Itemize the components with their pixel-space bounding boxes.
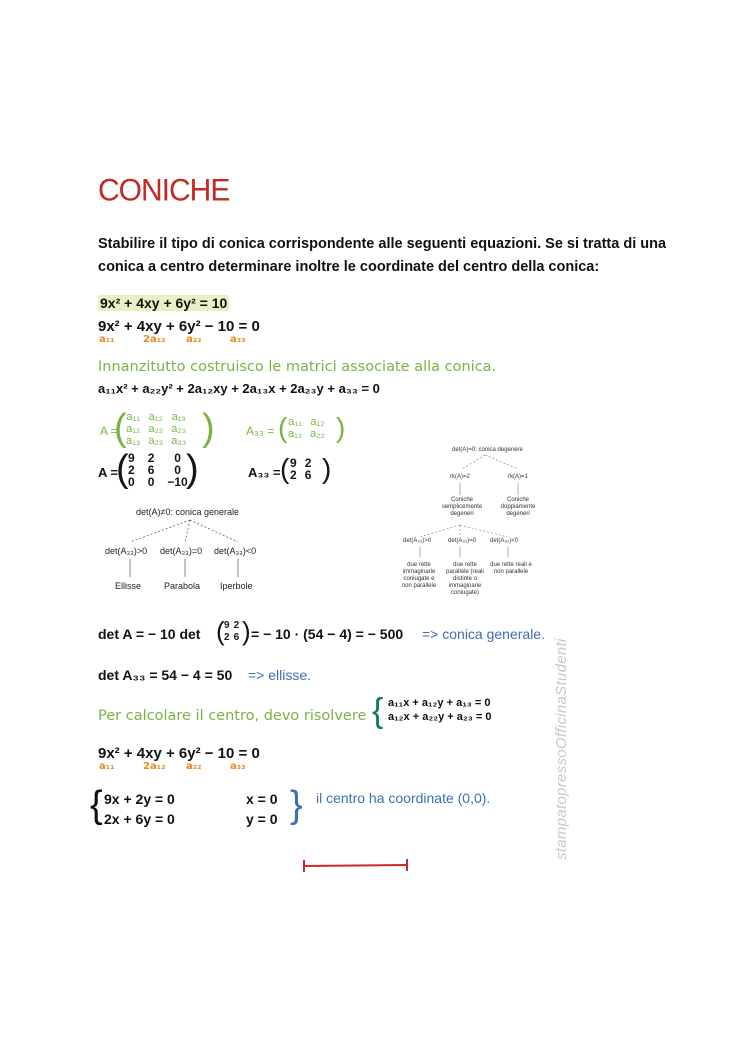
tree-right-branch: det(A₃₃)>0	[403, 538, 432, 544]
detA33-text: det A₃₃ = 54 − 4 = 50	[98, 667, 233, 683]
tree-leaf: Iperbole	[220, 581, 253, 591]
detA-text: det A = − 10 det	[98, 626, 201, 642]
equation-repeat: 9x² + 4xy + 6y² − 10 = 0	[98, 745, 260, 762]
tree-right-double: Coniche doppiamente degeneri	[500, 497, 536, 517]
tree-right-leaf: due rette reali e non parallele	[490, 562, 532, 575]
tree-right-rank2: rk(A)=2	[450, 474, 470, 480]
centro-system-2: a₁₂x + a₂₂y + a₂₃ = 0	[388, 711, 492, 723]
coef-label: a₁₁	[99, 334, 115, 345]
matrix-A33-values: ( 9 2 2 6 )	[280, 453, 332, 484]
coef-label: a₁₁	[99, 761, 115, 772]
right-brace-icon: }	[290, 784, 303, 826]
matrix-A-label: A =	[100, 424, 118, 438]
detA33-result: => ellisse.	[248, 667, 312, 683]
tree-leaf: Ellisse	[115, 581, 142, 591]
tree-right-leaf: due rette immaginarie coniugate e non parallele	[401, 562, 437, 589]
solution-y: y = 0	[246, 811, 278, 827]
solution-x: x = 0	[246, 791, 278, 807]
end-rule	[302, 858, 410, 874]
highlighted-equation: 9x² + 4xy + 6y² = 10	[100, 295, 228, 311]
intro-line-1: Stabilire il tipo di conica corrispondente alle seguenti equazioni. Se si tratta di una	[98, 236, 667, 252]
matrix-A33-value-label: A₃₃ =	[248, 465, 281, 480]
page-title: CONICHE	[98, 173, 230, 208]
solution-brace-icon: {	[90, 784, 103, 826]
detA-minor: ( 9 2 2 6 )	[216, 616, 251, 646]
tree-root: det(A)≠0: conica generale	[136, 507, 239, 517]
matrix-A33-label: A₃₃ =	[246, 424, 275, 438]
solution-eq-2: 2x + 6y = 0	[104, 811, 175, 827]
tree-leaf: Parabola	[164, 581, 201, 591]
matrix-A-value-label: A =	[98, 465, 119, 480]
tree-right-simple: Coniche semplicemente degeneri	[441, 497, 483, 517]
coef-label: 2a₁₂	[143, 334, 166, 345]
coef-label: a₃₃	[230, 334, 246, 345]
matrix-A-values: ( 9 2 0 2 6 0 0 0 −10 )	[116, 448, 199, 490]
tree-branch: det(A₃₃)<0	[214, 546, 257, 556]
coef-label: 2a₁₂	[143, 761, 166, 772]
centro-system-1: a₁₁x + a₁₂y + a₁₃ = 0	[388, 697, 491, 709]
tree-right-leaf: due rette parallele (reali distinte o immaginarie coniugate)	[446, 562, 484, 596]
coef-label: a₂₂	[186, 334, 202, 345]
detA-rest: = − 10 · (54 − 4) = − 500	[251, 626, 404, 642]
coef-label: a₃₃	[230, 761, 246, 772]
general-equation: a₁₁x² + a₂₂y² + 2a₁₂xy + 2a₁₃x + 2a₂₃y + a₃₃ = 0	[98, 381, 380, 396]
watermark: stampatopressoOfficinaStudenti	[553, 638, 570, 860]
tree-right-branch: det(A₃₃)<0	[490, 538, 519, 544]
intro-line-2: conica a centro determinare inoltre le coordinate del centro della conica:	[98, 259, 600, 275]
tree-branch: det(A₃₃)=0	[160, 546, 203, 556]
solution-conclusion: il centro ha coordinate (0,0).	[316, 790, 491, 806]
solution-eq-1: 9x + 2y = 0	[104, 791, 175, 807]
detA-result: => conica generale.	[422, 626, 545, 642]
brace-icon: {	[372, 692, 384, 730]
matrix-A-general: ( a₁₁ a₁₂ a₁₃ a₁₂ a₂₂ a₂₃ a₁₃ a₂₃ a₃₃ )	[114, 407, 215, 449]
coef-label: a₂₂	[186, 761, 202, 772]
tree-right-root: det(A)=0: conica degenere	[452, 447, 523, 453]
tree-right-rank1: rk(A)=1	[508, 474, 528, 480]
centro-text: Per calcolare il centro, devo risolvere	[98, 708, 367, 724]
matrix-A33-general: ( a₁₁ a₁₂ a₁₂ a₂₂ )	[278, 412, 346, 443]
tree-branch: det(A₃₃)>0	[105, 546, 148, 556]
tree-right-branch: det(A₃₃)=0	[448, 538, 477, 544]
step1-text: Innanzitutto costruisco le matrici associate alla conica.	[98, 359, 497, 375]
rewritten-equation: 9x² + 4xy + 6y² − 10 = 0	[98, 318, 260, 335]
